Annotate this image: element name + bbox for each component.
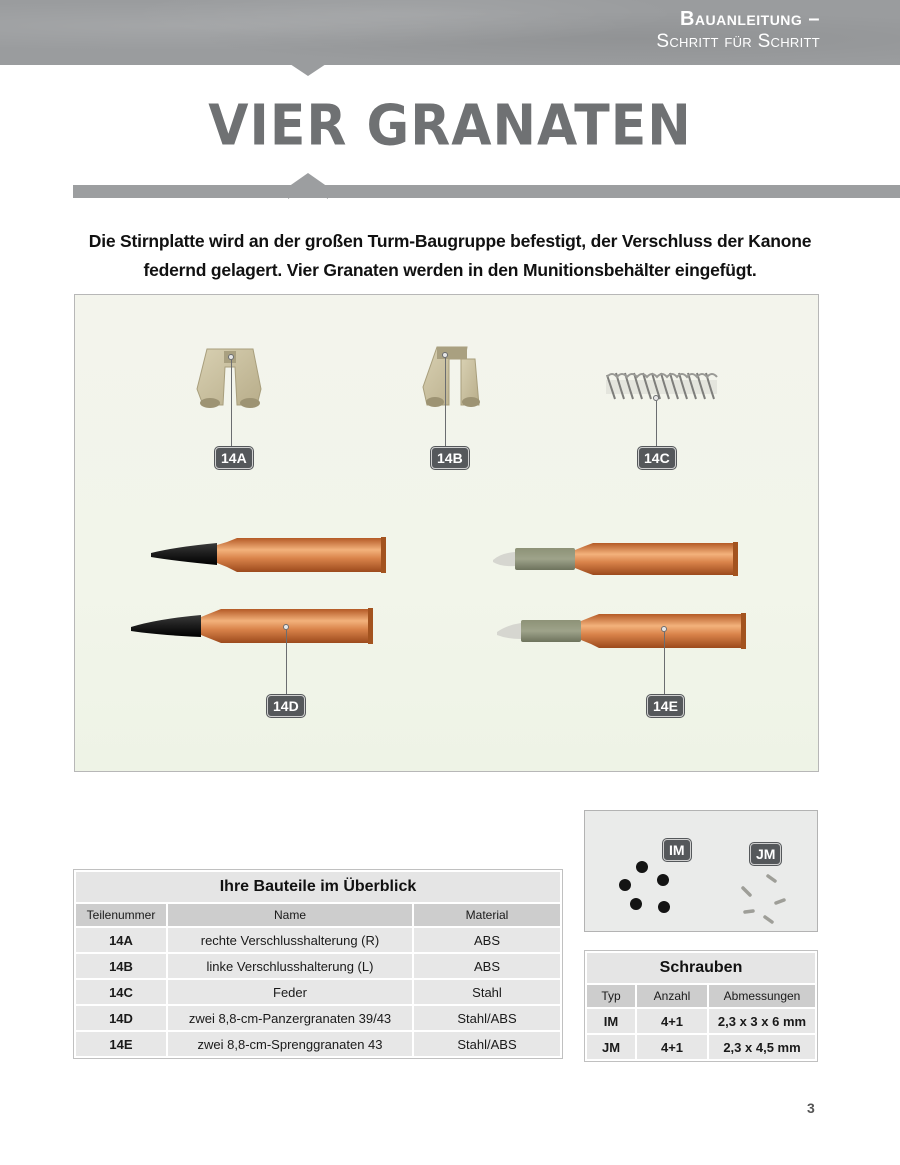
screws-table-header-size: Abmessungen bbox=[709, 985, 815, 1007]
leader-line-14d bbox=[286, 630, 288, 695]
part-label-14e: 14E bbox=[647, 695, 684, 717]
screw-count: 4+1 bbox=[637, 1035, 707, 1059]
page-number: 3 bbox=[807, 1100, 815, 1116]
section-label-line2: Schritt für Schritt bbox=[656, 31, 820, 52]
part-name: linke Verschlusshalterung (L) bbox=[168, 954, 412, 978]
table-row bbox=[76, 928, 560, 952]
part-material: Stahl bbox=[414, 980, 560, 1004]
table-row bbox=[76, 1032, 560, 1056]
part-name: zwei 8,8-cm-Panzergranaten 39/43 bbox=[168, 1006, 412, 1030]
page-title: VIER GRANATEN bbox=[208, 93, 692, 159]
part-name: zwei 8,8-cm-Sprenggranaten 43 bbox=[168, 1032, 412, 1056]
part-14d-shell-bottom bbox=[131, 608, 373, 644]
screw-type: IM bbox=[587, 1009, 635, 1033]
part-material: ABS bbox=[414, 954, 560, 978]
part-material: ABS bbox=[414, 928, 560, 952]
screws-table-title: Schrauben bbox=[587, 953, 815, 983]
part-label-14d: 14D bbox=[267, 695, 305, 717]
divider-chevron-icon bbox=[288, 173, 328, 199]
section-label bbox=[656, 8, 820, 53]
part-name: rechte Verschlusshalterung (R) bbox=[168, 928, 412, 952]
screws-photo bbox=[584, 810, 818, 932]
part-material: Stahl/ABS bbox=[414, 1006, 560, 1030]
parts-table-header-name: Name bbox=[168, 904, 412, 926]
header-notch bbox=[290, 64, 326, 76]
part-14e-shell-top bbox=[493, 542, 738, 576]
leader-line-14c bbox=[656, 401, 658, 448]
title-divider bbox=[73, 185, 900, 198]
parts-table-title: Ihre Bauteile im Überblick bbox=[76, 872, 560, 902]
table-row bbox=[587, 1009, 815, 1033]
part-label-im: IM bbox=[663, 839, 691, 861]
screws-table bbox=[584, 950, 818, 1062]
table-row bbox=[76, 1006, 560, 1030]
leader-line-14b bbox=[445, 358, 447, 448]
part-number: 14B bbox=[76, 954, 166, 978]
parts-table-header-number: Teilenummer bbox=[76, 904, 166, 926]
leader-line-14e bbox=[664, 632, 666, 695]
part-label-jm: JM bbox=[750, 843, 781, 865]
screw-count: 4+1 bbox=[637, 1009, 707, 1033]
part-14d-shell-top bbox=[151, 537, 386, 573]
screws-table-header-count: Anzahl bbox=[637, 985, 707, 1007]
part-number: 14A bbox=[76, 928, 166, 952]
part-number: 14E bbox=[76, 1032, 166, 1056]
parts-photo bbox=[74, 294, 819, 772]
parts-photo-illustration bbox=[75, 295, 819, 772]
screw-size: 2,3 x 4,5 mm bbox=[709, 1035, 815, 1059]
part-number: 14D bbox=[76, 1006, 166, 1030]
part-label-14b: 14B bbox=[431, 447, 469, 469]
screws-illustration bbox=[585, 811, 819, 933]
table-row bbox=[76, 980, 560, 1004]
section-label-line1: Bauanleitung – bbox=[679, 8, 820, 30]
screw-size: 2,3 x 3 x 6 mm bbox=[709, 1009, 815, 1033]
part-14c-spring bbox=[606, 373, 717, 399]
intro-text: Die Stirnplatte wird an der großen Turm-Baugruppe befestigt, der Verschluss der Kanone federnd gelagert. Vier Granaten werden in den Munitionsbehälter eingefügt. bbox=[88, 231, 812, 280]
table-row bbox=[587, 1035, 815, 1059]
leader-line-14a bbox=[231, 360, 233, 448]
part-14e-shell-bottom bbox=[497, 613, 746, 649]
parts-table bbox=[73, 869, 563, 1059]
table-row bbox=[76, 954, 560, 978]
parts-table-header-material: Material bbox=[414, 904, 560, 926]
part-material: Stahl/ABS bbox=[414, 1032, 560, 1056]
part-number: 14C bbox=[76, 980, 166, 1004]
part-label-14a: 14A bbox=[215, 447, 253, 469]
part-label-14c: 14C bbox=[638, 447, 676, 469]
screw-type: JM bbox=[587, 1035, 635, 1059]
part-name: Feder bbox=[168, 980, 412, 1004]
screws-table-header-type: Typ bbox=[587, 985, 635, 1007]
part-14b-bracket bbox=[423, 347, 480, 407]
